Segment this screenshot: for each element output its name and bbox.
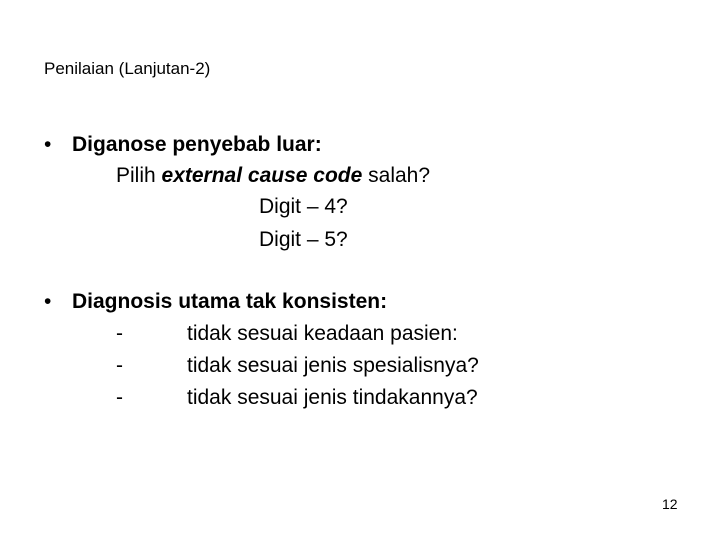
dash-marker: -: [116, 386, 123, 409]
sub-line-prefix: Pilih: [116, 164, 162, 187]
sub-line-external-cause-code: [116, 163, 430, 189]
diagnosis-item-spesialis: tidak sesuai jenis spesialisnya?: [187, 354, 479, 377]
bullet-icon: •: [44, 290, 52, 313]
bullet-icon: •: [44, 133, 52, 156]
dash-marker: -: [116, 354, 123, 377]
digit-item-5: Digit – 5?: [259, 228, 348, 251]
diagnosis-item-keadaan: tidak sesuai keadaan pasien:: [187, 322, 458, 345]
bullet-heading-external-cause: Diganose penyebab luar:: [72, 133, 322, 156]
page-number: 12: [662, 496, 678, 512]
digit-item-4: Digit – 4?: [259, 195, 348, 218]
bullet-heading-diagnosis: Diagnosis utama tak konsisten:: [72, 290, 388, 313]
diagnosis-item-tindakan: tidak sesuai jenis tindakannya?: [187, 386, 478, 409]
sub-line-suffix: salah?: [362, 164, 431, 187]
sub-line-emphasis: external cause code: [161, 164, 363, 187]
dash-marker: -: [116, 322, 123, 345]
slide-title: Penilaian (Lanjutan-2): [44, 59, 211, 78]
